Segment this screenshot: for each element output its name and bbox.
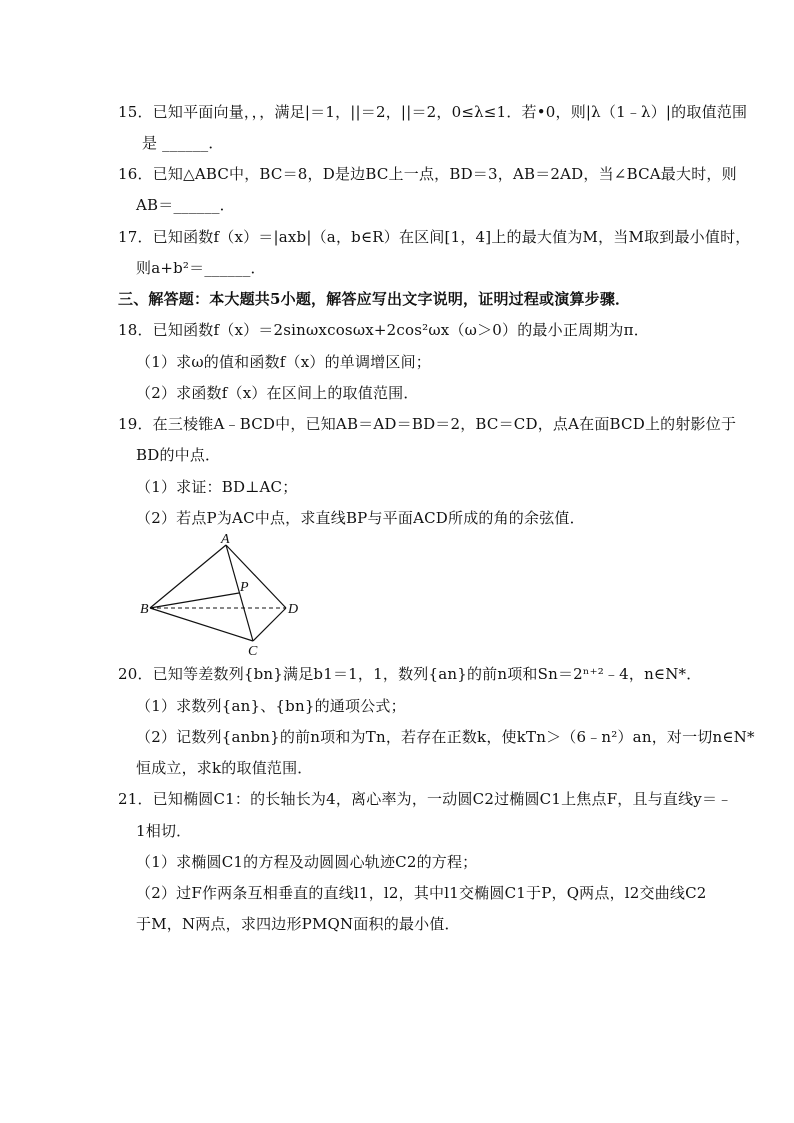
q19-part1: （1）求证：BD⊥AC； bbox=[136, 478, 298, 496]
q15-line2: 是 ______． bbox=[142, 134, 224, 152]
q20-part1: （1）求数列{an}、{bn}的通项公式； bbox=[136, 697, 406, 715]
label-a: A bbox=[221, 533, 230, 547]
label-b: B bbox=[140, 602, 149, 617]
q16-line1: 16．已知△ABC中，BC＝8，D是边BC上一点，BD＝3，AB＝2AD，当∠BCA最大时，则 bbox=[118, 165, 737, 183]
edge-bc bbox=[150, 608, 253, 641]
q21-part2-line1: （2）过F作两条互相垂直的直线l1，l2，其中l1交椭圆C1于P，Q两点，l2交曲线C2 bbox=[136, 884, 707, 902]
section-heading: 三、解答题：本大题共5小题，解答应写出文字说明，证明过程或演算步骤． bbox=[118, 290, 631, 308]
edge-ab bbox=[150, 545, 226, 608]
tetrahedron-figure bbox=[138, 533, 308, 658]
q21-stem-line1: 21．已知椭圆C1：的长轴长为4，离心率为，一动圆C2过椭圆C1上焦点F，且与直线y＝﹣ bbox=[118, 790, 733, 808]
q19-part2: （2）若点P为AC中点，求直线BP与平面ACD所成的角的余弦值． bbox=[136, 509, 585, 527]
q20-part2-line1: （2）记数列{anbn}的前n项和为Tn，若存在正数k，使kTn＞（6﹣n²）an，对一切n∈N* bbox=[136, 728, 755, 746]
q20-part2-line2: 恒成立，求k的取值范围． bbox=[136, 759, 313, 777]
q18-part1: （1）求ω的值和函数f（x）的单调增区间； bbox=[136, 353, 431, 371]
q20-stem: 20．已知等差数列{bn}满足b1＝1，1，数列{an}的前n项和Sn＝2ⁿ⁺²﹣4，n∈N*． bbox=[118, 665, 702, 683]
q21-stem-line2: 1相切． bbox=[136, 822, 192, 840]
q16-line2: AB＝______． bbox=[136, 196, 235, 214]
q17-line2: 则a+b²＝______． bbox=[136, 259, 266, 277]
q18-part2: （2）求函数f（x）在区间上的取值范围． bbox=[136, 384, 419, 402]
q17-line1: 17．已知函数f（x）＝|axb|（a，b∈R）在区间[1，4]上的最大值为M，当M取到最小值时， bbox=[118, 228, 751, 246]
q21-part2-line2: 于M，N两点，求四边形PMQN面积的最小值． bbox=[136, 915, 460, 933]
q19-stem-line2: BD的中点． bbox=[136, 446, 221, 464]
label-c: C bbox=[248, 644, 258, 658]
segment-bp bbox=[150, 593, 239, 608]
edge-cd bbox=[253, 608, 286, 641]
q15-line1: 15．已知平面向量，，，满足|＝1，||＝2，||＝2，0≤λ≤1．若•0，则|λ（1﹣λ）|的取值范围 bbox=[118, 103, 748, 121]
q18-stem: 18．已知函数f（x）＝2sinωxcosωx+2cos²ωx（ω＞0）的最小正周期为π． bbox=[118, 321, 649, 339]
label-d: D bbox=[288, 602, 299, 617]
q19-stem-line1: 19．在三棱锥A﹣BCD中，已知AB＝AD＝BD＝2，BC＝CD，点A在面BCD上的射影位于 bbox=[118, 415, 737, 433]
q21-part1: （1）求椭圆C1的方程及动圆圆心轨迹C2的方程； bbox=[136, 853, 478, 871]
label-p: P bbox=[240, 580, 249, 595]
